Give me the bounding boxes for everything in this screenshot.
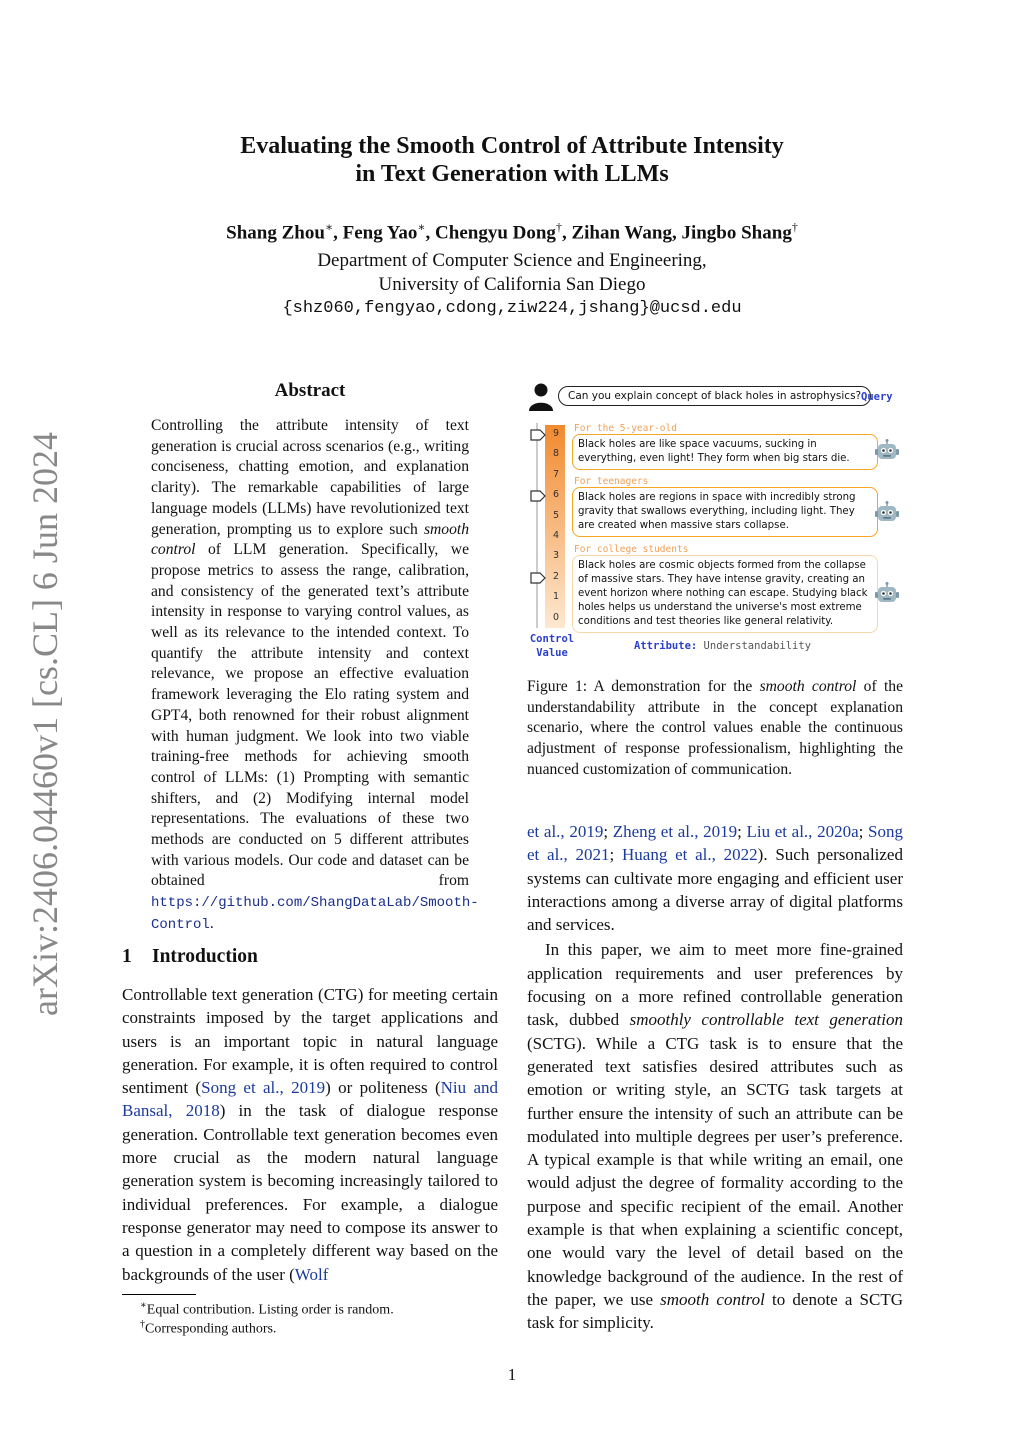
citation-link[interactable]: Niu and Bansal, 2018 (122, 1078, 499, 1121)
scale-tick-label: 5 (552, 509, 560, 521)
author-mark: † (555, 220, 562, 234)
control-label-line: Control (529, 633, 575, 645)
paragraph-text: In this paper, we aim to meet more fine-grained application requirements and user preferences by focusing on a more refined controllable generation task, dubbed (527, 940, 903, 1030)
scale-tick-label: 2 (552, 570, 560, 582)
control-pointer (530, 429, 546, 441)
footnote-text: Equal contribution. Listing order is random. (146, 1302, 394, 1318)
query-bubble: Can you explain concept of black holes in astrophysics? (558, 386, 871, 406)
author-sep: , (333, 222, 343, 244)
section-heading-introduction (122, 946, 258, 968)
author-name: Shang Zhou (226, 222, 325, 244)
section-title: Introduction (152, 946, 258, 967)
abstract-part: Controlling the attribute intensity of text generation is crucial across scenarios (e.g., writing conciseness, chatting emotion, and explanation clarity). The remarkable capabilities of large language models (LLMs) have revolutionized text generation, prompting us to explore such (151, 417, 469, 538)
control-pointer (530, 572, 546, 584)
response-child: Black holes are like space vacuums, sucking in everything, even light! They form when big stars die. (572, 434, 878, 470)
page-number: 1 (507, 1365, 517, 1384)
control-value-label (524, 632, 580, 660)
scale-tick-label: 6 (552, 489, 560, 501)
footnote-mark: ∗ (140, 1300, 147, 1311)
author-emails: {shz060,fengyao,cdong,ziw224,jshang}@ucsd.edu (282, 299, 742, 318)
author-mark: ∗ (324, 220, 334, 234)
paragraph-sctg (527, 938, 903, 1334)
introduction-paragraph (122, 983, 498, 1286)
footnote-rule (122, 1294, 196, 1295)
author-sep: , (561, 222, 572, 244)
citation-link[interactable]: Zheng et al., 2019 (612, 822, 738, 841)
citation-link[interactable]: Song et al., 2019 (201, 1078, 326, 1098)
paragraph-continuation (527, 820, 903, 936)
scale-tick-label: 7 (552, 468, 560, 480)
citation-link[interactable]: Huang et al., 2022 (622, 845, 758, 865)
affiliation-department: Department of Computer Science and Engineering, (317, 250, 707, 271)
response-college: Black holes are cosmic objects formed from the collapse of massive stars. They have intense gravity, creating an event horizon where nothing can escape. Studying black holes helps us understand the universe's most extreme conditions and test theories like general relativity. (572, 555, 878, 633)
figure-1 (520, 378, 920, 664)
arxiv-identifier: arXiv:2406.04460v1 [cs.CL] 6 Jun 2024 (25, 432, 65, 1016)
github-link[interactable]: https://github.com/ShangDataLab/Smooth-Control (151, 895, 479, 933)
citation-link[interactable]: Song et al., 2021 (527, 822, 903, 865)
scale-tick-label: 4 (552, 530, 560, 541)
footnote-mark: † (140, 1319, 145, 1330)
abstract-heading: Abstract (274, 380, 346, 401)
abstract-text (151, 416, 479, 936)
right-column-body (527, 820, 903, 1335)
separator: ; (858, 822, 869, 841)
footnote-text: Corresponding authors. (145, 1321, 277, 1337)
audience-label-teen: For teenagers (574, 476, 649, 487)
author-sep: , (425, 222, 436, 244)
audience-label-college: For college students (574, 544, 689, 555)
figure-1-caption (527, 677, 903, 781)
robot-icon (875, 581, 899, 605)
term-emphasis: smoothly controllable text generation (629, 1010, 903, 1030)
section-number: 1 (122, 946, 132, 967)
citation-link[interactable]: Liu et al., 2020a (746, 822, 859, 841)
author-sep: , (671, 222, 682, 244)
author-list (0, 220, 1024, 244)
abstract-part: of LLM generation. Specifically, we propose metrics to assess the range, calibration, and consistency of the generated text’s attribute intensity in response to varying control values, as well as its relevance to the intended context. To quantify the attribute intensity and context relevance, we propose an effective evaluation framework leveraging the Elo rating system and GPT4, both renowned for their robust alignment with human judgment. We look into two viable training-free methods for achieving smooth control of LLMs: (1) Prompting with semantic shifters, and (2) Modifying internal model representations. The evaluations of these two methods are conducted on 5 different attributes with various models. Our code and dataset can be obtained from (151, 541, 469, 890)
paper-title-line-1: Evaluating the Smooth Control of Attribute Intensity (240, 133, 784, 159)
control-label-line: Value (536, 647, 568, 659)
intro-text: ) or politeness ( (325, 1078, 441, 1098)
robot-icon (875, 438, 899, 462)
paper-title-line-2: in Text Generation with LLMs (355, 161, 669, 187)
scale-tick-label: 8 (552, 448, 560, 460)
scale-tick-label: 9 (552, 428, 560, 439)
author-mark: ∗ (417, 220, 426, 234)
intro-text: Controllable text generation (CTG) for meeting certain constraints imposed by the target applications and users is an important topic in natural language generation. For example, it is often required to control sentiment ( (122, 985, 498, 1098)
author-name: Chengyu Dong (435, 222, 556, 244)
separator: ; (737, 822, 747, 841)
caption-text: of the understandability attribute in the concept explanation scenario, where the control values enable the continuous adjustment of response professionalism, highlighting the nuanced customization of communication. (527, 678, 903, 778)
paragraph-text: to denote a SCTG task for simplicity. (527, 1289, 904, 1333)
author-name: Jingbo Shang (681, 222, 792, 244)
caption-text: Figure 1: A demonstration for the (527, 678, 760, 695)
abstract-part: . (209, 914, 214, 932)
citation-link[interactable]: et al., 2019 (527, 822, 604, 841)
attribute-key: Attribute: (634, 640, 698, 652)
caption-emphasis: smooth control (759, 678, 857, 695)
query-label: Query (861, 391, 893, 403)
attribute-value: Understandability (703, 640, 812, 652)
footnote-corresponding (140, 1316, 276, 1339)
robot-icon (875, 500, 899, 524)
response-teen: Black holes are regions in space with incredibly strong gravity that swallows everything, including light. They are created when massive stars collapse. (572, 487, 878, 537)
paragraph-text: (SCTG). While a CTG task is to ensure that the generated text satisfies desired attributes such as emotion or writing style, an SCTG task targets at further ensure the intensity of such an attribute can be modulated into multiple degrees per user’s preference. A typical example is that while writing an email, one would adjust the degree of formality according to the purpose and specific recipient of the email. Another example is that when explaining a scientific concept, one would vary the level of detail based on the knowledge background of the audience. In the rest of the paper, we use (527, 1033, 903, 1309)
attribute-label (634, 640, 811, 652)
separator: ; (603, 822, 613, 841)
scale-tick-label: 1 (552, 591, 560, 603)
affiliation-university: University of California San Diego (378, 274, 646, 295)
term-emphasis: smooth control (660, 1289, 765, 1309)
author-mark: † (791, 220, 798, 234)
control-pointer (530, 490, 546, 502)
separator: ; (609, 845, 623, 865)
author-name: Feng Yao (342, 222, 418, 244)
scale-tick-label: 3 (552, 550, 560, 562)
audience-label-child: For the 5-year-old (574, 423, 677, 434)
paragraph-text: ). Such personalized systems can cultivate more engaging and efficient user interactions among a diverse array of digital platforms and services. (527, 845, 903, 935)
author-name: Zihan Wang (571, 222, 672, 244)
scale-tick-label: 0 (552, 611, 560, 623)
citation-link[interactable]: Wolf (294, 1264, 329, 1284)
intro-text: ) in the task of dialogue response generation. Controllable text generation becomes even more crucial as the modern natural language generation system is becoming increasingly tailored to individual preferences. For example, a dialogue response generator may need to compose its answer to a question in a completely different way based on the backgrounds of the user ( (122, 1101, 498, 1284)
abstract-emphasis: smooth control (151, 520, 469, 559)
